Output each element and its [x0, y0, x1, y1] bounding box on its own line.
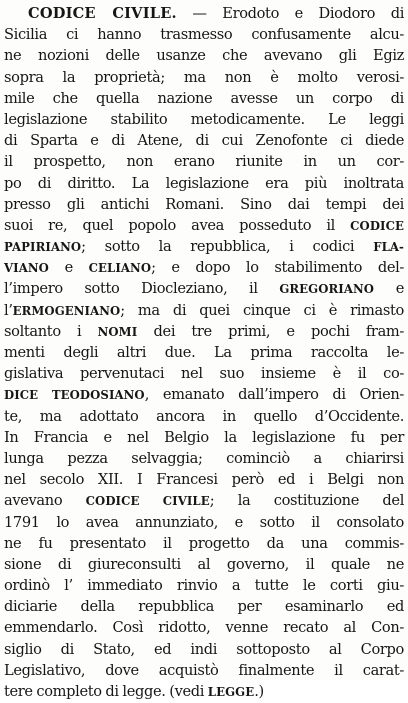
- entry-line: [4, 215, 404, 236]
- entry-line: [4, 321, 404, 342]
- small-caps-term: LEGGE: [207, 685, 255, 699]
- entry-line: [4, 130, 404, 151]
- entry-text: — Erodoto e Diodoro di: [176, 5, 405, 22]
- entry-text: lunga pezza selvaggia; cominciò a chiarirsi: [4, 449, 404, 467]
- entry-text: tere completo di legge. (vedi: [4, 683, 208, 700]
- entry-text: ; sotto la repubblica, i codici: [81, 238, 374, 256]
- entry-text: 1791 lo avea annunziato, e sotto il consolato: [4, 513, 404, 531]
- entry-text: ; e dopo lo stabilimento del-: [151, 259, 405, 277]
- entry-text: e: [374, 280, 405, 298]
- entry-text: Legislativo, dove acquistò finalmente il carat-: [4, 661, 404, 679]
- small-caps-term: FLA-: [373, 240, 404, 255]
- entry-line: [4, 194, 404, 215]
- entry-codice-civile: [4, 3, 404, 702]
- entry-text: diciarie della repubblica per esaminarlo ed: [4, 598, 404, 616]
- entry-text: siglio di Stato, ed indi sottoposto al Corpo: [4, 640, 404, 658]
- small-caps-term: DICE TEODOSIANO: [4, 388, 145, 403]
- entry-text: ne nozioni delle usanze che avevano gli Egiz: [4, 47, 404, 65]
- entry-text: nel secolo XII. I Francesi però ed i Belgi non: [4, 471, 404, 489]
- entry-line: [4, 596, 404, 617]
- small-caps-term: ERMOGENIANO: [12, 303, 121, 318]
- entry-line: [4, 151, 404, 172]
- entry-line: [4, 278, 404, 299]
- entry-line: [4, 67, 404, 88]
- entry-line: [4, 660, 404, 681]
- small-caps-term: PAPIRIANO: [4, 240, 82, 255]
- entry-text: mile che quella nazione avesse un corpo di: [4, 89, 404, 107]
- entry-line: [4, 617, 404, 638]
- entry-line: [4, 342, 404, 363]
- entry-line: [4, 512, 404, 533]
- entry-text: dei tre primi, e pochi fram-: [137, 322, 404, 340]
- entry-text: il prospetto, non erano riunite in un cor-: [4, 153, 404, 171]
- entry-text: ordinò l’ immediato rinvio a tutte le corti giu-: [4, 577, 404, 595]
- entry-line: [4, 554, 404, 575]
- entry-text: sopra la proprietà; ma non è molto verosi-: [4, 68, 404, 86]
- entry-line: [4, 300, 404, 321]
- entry-line: [4, 490, 404, 511]
- entry-line: [4, 363, 404, 384]
- entry-text: emmendarlo. Così ridotto, venne recato al Con-: [4, 619, 404, 637]
- entry-headword: CODICE CIVILE.: [28, 5, 177, 22]
- entry-text: suoi re, quel popolo avea posseduto il: [4, 216, 351, 234]
- entry-line: [4, 384, 404, 405]
- entry-line: [4, 639, 404, 660]
- entry-line: [4, 533, 404, 554]
- entry-text: presso gli antichi Romani. Sino dai tempi dei: [4, 195, 404, 213]
- entry-text: l’: [4, 301, 13, 319]
- entry-text: e: [48, 259, 89, 277]
- entry-line: [4, 173, 404, 194]
- entry-text: legislazione stabilito metodicamente. Le leggi: [4, 110, 404, 128]
- small-caps-term: CODICE CIVILE: [85, 494, 210, 509]
- entry-text: ne fu presentato il progetto da una commis-: [4, 534, 404, 552]
- entry-text: po di diritto. La legislazione era più inoltrata: [4, 174, 404, 192]
- small-caps-term: GREGORIANO: [279, 282, 375, 297]
- entry-line: [4, 24, 404, 45]
- entry-line: [4, 45, 404, 66]
- entry-text: .): [254, 683, 264, 700]
- entry-text: avevano: [4, 492, 86, 510]
- entry-text: , emanato dall’impero di Orien-: [144, 386, 404, 404]
- entry-line: [4, 109, 404, 130]
- entry-line: [4, 257, 404, 278]
- entry-line: [4, 88, 404, 109]
- entry-text: di Sparta e di Atene, di cui Zenofonte ci diede: [4, 132, 404, 150]
- entry-line: [4, 448, 404, 469]
- small-caps-term: NOMI: [97, 324, 138, 339]
- entry-line: [4, 681, 404, 702]
- entry-text: ; la costituzione del: [209, 492, 405, 510]
- entry-text: gislativa pervenutaci nel suo insieme è il co-: [4, 365, 404, 383]
- entry-text: Sicilia ci hanno trasmesso confusamente alcu-: [4, 26, 404, 44]
- entry-line: [4, 236, 404, 257]
- entry-text: sione di giureconsulti al governo, il quale ne: [4, 555, 404, 573]
- entry-text: menti degli altri due. La prima raccolta le-: [4, 344, 404, 361]
- entry-line: [4, 3, 404, 24]
- entry-text: te, ma adottato ancora in quello d’Occidente.: [4, 407, 404, 425]
- entry-line: [4, 406, 404, 427]
- entry-line: [4, 469, 404, 490]
- entry-text: ; ma di quei cinque ci è rimasto: [120, 301, 404, 319]
- small-caps-term: CODICE: [350, 218, 404, 233]
- entry-text: l’impero sotto Diocleziano, il: [4, 280, 280, 298]
- entry-line: [4, 427, 404, 448]
- small-caps-term: CELIANO: [88, 261, 152, 276]
- small-caps-term: VIANO: [4, 261, 49, 276]
- entry-text: soltanto i: [4, 322, 98, 340]
- entry-line: [4, 575, 404, 596]
- entry-text: In Francia e nel Belgio la legislazione fu per: [4, 428, 404, 446]
